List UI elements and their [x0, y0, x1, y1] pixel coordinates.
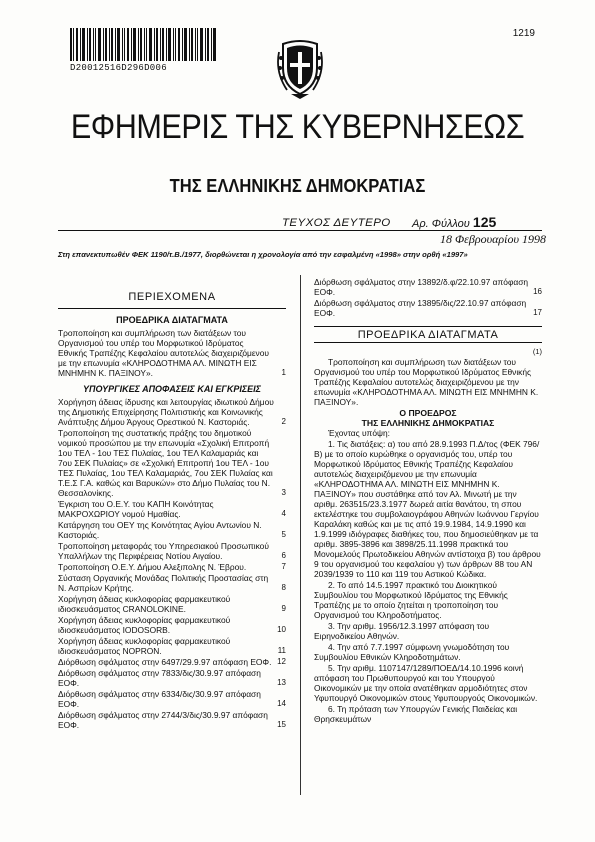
president-heading: Ο ΠΡΟΕΔΡΟΣ [399, 408, 457, 418]
contents-entry-text: Διόρθωση σφάλματος στην 6334/δις/30.9.97 απόφαση ΕΟΦ. [58, 689, 261, 709]
contents-section-heading: ΥΠΟΥΡΓΙΚΕΣ ΑΠΟΦΑΣΕΙΣ ΚΑΙ ΕΓΚΡΙΣΕΙΣ [83, 384, 261, 394]
contents-sections [58, 315, 286, 730]
decree-paragraphs [314, 439, 542, 724]
footnote-marker: (1) [532, 347, 542, 356]
contents-entry-number: 6 [281, 551, 286, 560]
contents-entry-text: Τροποποίηση Ο.Ε.Υ. Δήμου Αλεξιπολης Ν. Έβρου. [58, 562, 247, 572]
barcode [70, 28, 216, 61]
contents-entry [58, 636, 286, 656]
sheet-number [412, 214, 496, 230]
contents-entry-number: 14 [277, 699, 286, 708]
contents-entry-number: 5 [281, 530, 286, 539]
sheet-label: Αρ. Φύλλου [412, 218, 470, 230]
contents-title: ΠΕΡΙΕΧΟΜΕΝΑ [128, 291, 216, 303]
contents-entry-text: Τροποποίηση και συμπλήρωση των διατάξεων του Οργανισμού του υπέρ του Μορφωτικού Ιδρύματος Εθνικής Τραπέζης Κεφαλαίου αυτοτελώς διαχειριζόμενου με την επωνυμία «ΚΛΗΡΟΔΟΤΗΜΑ ΑΛ. ΜΙΝΩΤΗ ΕΙΣ ΜΝΗΜΗΝ Κ. ΠΑΞΙΝΟΥ». [58, 328, 269, 378]
body-column [314, 277, 542, 725]
contents-entry-text: Διόρθωση σφάλματος στην 13895/δις/22.10.97 απόφαση ΕΟΦ. [314, 298, 527, 318]
contents-section-heading: ΠΡΟΕΔΡΙΚΑ ΔΙΑΤΑΓΜΑΤΑ [116, 315, 228, 325]
section-title: ΠΡΟΕΔΡΙΚΑ ΔΙΑΤΑΓΜΑΤΑ [314, 326, 542, 343]
contents-entry [58, 328, 286, 378]
contents-column [58, 277, 286, 731]
contents-entry-number: 7 [281, 562, 286, 571]
contents-entry [314, 277, 542, 297]
decree-title: Τροποποίηση και συμπλήρωση των διατάξεων του Οργανισμού του υπέρ του Μορφωτικού Ιδρύματος Εθνικής Τραπέζης Κεφαλαίου αυτοτελώς διαχειριζόμενου με την επωνυμία «ΚΛΗΡΟΔΟΤΗΜΑ ΑΛ. ΜΙΝΩΤΗ ΕΙΣ ΜΝΗΜΗΝ Κ. ΠΑΞΙΝΟΥ». [314, 357, 539, 407]
contents-entry-number: 9 [281, 604, 286, 613]
issue-date: 18 Φεβρουαρίου 1998 [440, 232, 547, 246]
contents-entry-number: 10 [277, 625, 286, 634]
correction-note: Στη επανεκτυπωθέν ΦΕΚ 1190/τ.Β./1977, διορθώνεται η χρονολογία από την εσφαλμένη «1998» στην ορθή «1997» [58, 250, 468, 259]
contents-entry [58, 428, 286, 498]
contents-entry [58, 573, 286, 593]
contents-entry-number: 13 [277, 678, 286, 687]
decree-paragraph: 4. Την από 7.7.1997 σύμφωνη γνωμοδότηση του Συμβουλίου Εθνικών Κληροδοτημάτων. [314, 642, 510, 662]
contents-entry [58, 668, 286, 688]
contents-entry [58, 615, 286, 635]
contents-entry-number: 4 [281, 509, 286, 518]
contents-rule [58, 308, 286, 309]
contents-entry [58, 689, 286, 709]
contents-entry [314, 298, 542, 318]
contents-entry-text: Τροποποίηση μεταφοράς του Υπηρεσιακού Προσωπικού Υπαλλήλων της Περιφέρειας Νοτίου Αιγαίου. [58, 541, 269, 561]
issue-label: ΤΕΥΧΟΣ ΔΕΥΤΕΡΟ [282, 217, 391, 229]
decree-paragraph: 6. Τη πρόταση των Υπουργών Γενικής Παιδείας και Θρησκευμάτων [314, 704, 518, 724]
republic-heading: ΤΗΣ ΕΛΛΗΝΙΚΗΣ ΔΗΜΟΚΡΑΤΙΑΣ [361, 418, 495, 428]
decree-paragraph: 2. Το από 14.5.1997 πρακτικό του Διοικητικού Συμβουλίου του Μορφωτικού Ιδρύματος της Εθνικής Τραπέζης με το οποίο ζητείται η τροποποίηση του Οργανισμού του Κληροδοτήματος. [314, 580, 508, 620]
contents-entry-text: Χορήγηση άδειας κυκλοφορίας φαρμακευτικού ιδιοσκευάσματος CRANOLOKINE. [58, 594, 231, 614]
contents-entry-number: 17 [533, 308, 542, 317]
decree-paragraph: 5. Την αριθμ. 1107147/1289/ΠΟΕΔ/14.10.1996 κοινή απόφαση του Πρωθυπουργού και του Υπουργού Οικονομικών με την οποία ανατέθηκαν αρμοδιότητες στον Υφυπουργό Οικονομικών στους Υφυπουργούς Οικονομικών. [314, 663, 538, 703]
decree-paragraph: 1. Τις διατάξεις: α) του από 28.9.1993 Π.Δ/τος (ΦΕΚ 796/Β) με το οποίο κυρώθηκε ο οργανισμός του, υπέρ του Μορφωτικού Ιδρύματος Εθνικής Τραπέζης Κεφαλαίου αυτοτελώς διαχειριζόμενου με την επωνυμία «ΚΛΗΡΟΔΟΤΗΜΑ ΑΛ. ΜΙΝΩΤΗ ΕΙΣ ΜΝΗΜΗΝ Κ. ΠΑΞΙΝΟΥ» που συστάθηκε από τον Αλ. Μινωτή με την αριθμ. 263515/23.3.1977 δωρεά αιτία θανάτου, τη σπου εκτελέστηκε του συμβολαιογράφου Αθηνών Ιωάννου Γεργίου Καραλάκη καθώς και με τις από 19.9.1984, 14.9.1990 και 1.9.1999 ιδιόγραφες διαθήκες του, που δημοσιεύθηκαν με τα αριθμ. 3895-3896 και 3898/25.11.1998 πρακτικά του Μονομελούς Πρωτοδικείου Αθηνών αντίστοιχα β) του άρθρου 9 του οργανισμού του κεφαλαίου γ) των άρθρων 88 του ΑΝ 2039/1939 το 110 και 119 του Αστικού Κώδικα. [314, 439, 541, 579]
contents-entry-number: 12 [277, 657, 286, 666]
page-number: 1219 [512, 28, 535, 39]
contents-entry-number: 8 [281, 583, 286, 592]
contents-entry-text: Έγκριση του Ο.Ε.Υ. του ΚΑΠΗ Κοινότητας ΜΑΚΡΟΧΩΡΙΟΥ νομού Ημαθίας. [58, 499, 214, 519]
contents-entry-number: 11 [277, 646, 286, 655]
gazette-title: ΕΦΗΜΕΡΙΣ ΤΗΣ ΚΥΒΕΡΝΗΣΕΩΣ [70, 108, 525, 146]
contents-entry-text: Κατάργηση του ΟΕΥ της Κοινότητας Αγίου Αντωνίου Ν. Καστοριάς. [58, 520, 262, 540]
contents-entry-number: 3 [281, 488, 286, 497]
gazette-subtitle: ΤΗΣ ΕΛΛΗΝΙΚΗΣ ΔΗΜΟΚΡΑΤΙΑΣ [169, 176, 426, 196]
contents-entry-number: 2 [281, 417, 286, 426]
contents-entry [58, 594, 286, 614]
contents-entry [58, 520, 286, 540]
contents-entry [58, 499, 286, 519]
contents-entry-number: 15 [277, 720, 286, 729]
having-regard: Έχοντας υπόψη: [328, 428, 390, 438]
contents-entry-text: Χορήγηση άδειας ίδρυσης και λειτουργίας ιδιωτικού Δήμου της Δημοτικής Επιχείρησης Πολιτιστικής και Κοινωνικής Ανάπτυξης Δήμου Άργους Ορεστικού Ν. Καστοριάς. [58, 397, 274, 427]
contents-entry [58, 657, 286, 667]
contents-entry [58, 562, 286, 572]
contents-entry-text: Διόρθωση σφάλματος στην 2744/3/δις/30.9.97 απόφαση ΕΟΦ. [58, 710, 268, 730]
header-rule [58, 230, 542, 231]
contents-entry-number: 1 [281, 368, 286, 377]
decree-paragraph: 3. Την αριθμ. 1956/12.3.1997 απόφαση του Ειρηνοδικείου Αθηνών. [314, 621, 490, 641]
contents-entry-text: Διόρθωση σφάλματος στην 13892/δ.φ/22.10.97 απόφαση ΕΟΦ. [314, 277, 529, 297]
contents-entry-text: Χορήγηση άδειας κυκλοφορίας φαρμακευτικού ιδιοσκευάσματος NOPRON. [58, 636, 231, 656]
contents-entry-number: 16 [533, 287, 542, 296]
column-divider [300, 275, 301, 795]
contents-entry-text: Χορήγηση άδειας κυκλοφορίας φαρμακευτικού ιδιοσκευάσματος IODOSORB. [58, 615, 231, 635]
contents-entry [58, 541, 286, 561]
contents-continued [314, 277, 542, 318]
greek-coat-of-arms-icon [277, 38, 323, 100]
contents-entry-text: Τροποποίηση της συστατικής πράξης του δημοτικού νομικού προσώπου με την επωνυμία «Σχολική Επιτροπή 1ου ΤΕΛ - 1ου ΤΕΣ Πυλαίας, 1ου ΤΕΛ Καλαμαριάς και 7ου ΣΕΚ Πυλαίας» σε «Σχολική Επιτροπή 1ου ΤΕΛ - 1ου ΤΕΣ Πυλαίας, 1ου ΤΕΛ Καλαμαριάς, 7ου ΣΕΚ Πυλαίας και Τ.Ε.Σ Γ.Α. καθώς και Βαρυκών» στο Δήμο Πυλαίας του Ν. Θεσσαλονίκης. [58, 428, 273, 498]
contents-entry-text: Σύσταση Οργανικής Μονάδας Πολιτικής Προστασίας στη Ν. Ασπρίων Κρήτης. [58, 573, 269, 593]
contents-entry-text: Διόρθωση σφάλματος στην 6497/29.9.97 απόφαση ΕΟΦ. [58, 657, 272, 667]
contents-entry-text: Διόρθωση σφάλματος στην 7833/δις/30.9.97 απόφαση ΕΟΦ. [58, 668, 261, 688]
contents-entry [58, 397, 286, 427]
contents-entry [58, 710, 286, 730]
barcode-number: D20012516D296D006 [70, 63, 167, 73]
sheet-value: 125 [472, 214, 497, 230]
